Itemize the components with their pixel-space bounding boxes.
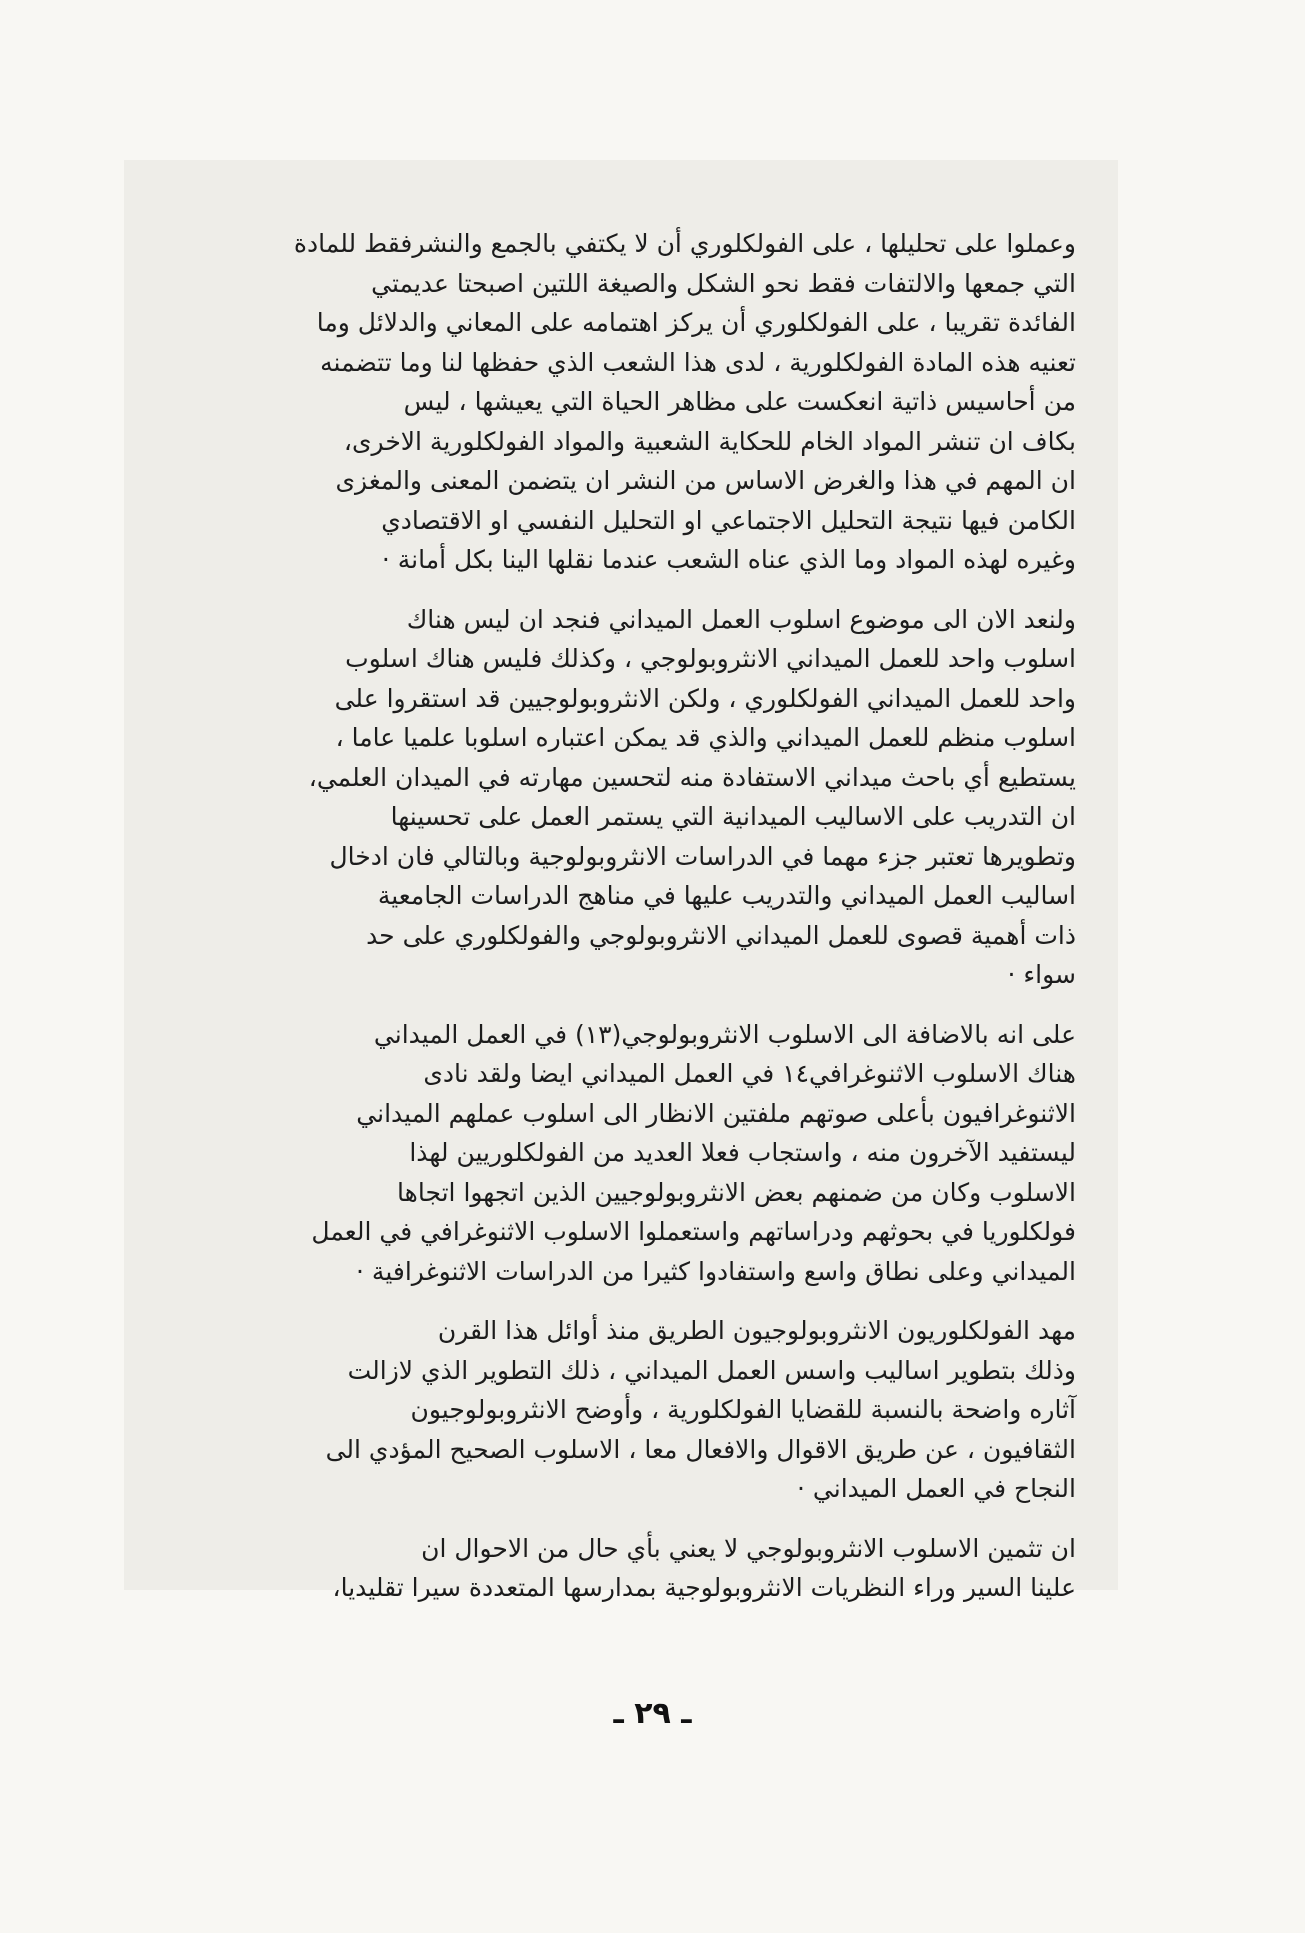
paragraph: وعملوا على تحليلها ، على الفولكلوري أن لا يكتفي بالجمع والنشرفقط للمادة التي جمعها والالتفات فقط نحو الشكل والصيغة اللتين اصبحتا عديمتي الفائدة تقريبا ، على الفولكلوري أن يركز اهتمامه على المعاني والدلائل وما تعنيه هذه المادة الفولكلورية ، لدى هذا الشعب الذي حفظها لنا وما تتضمنه من أحاسيس ذاتية انعكست على مظاهر الحياة التي يعيشها ، ليس بكاف ان تنشر المواد الخام للحكاية الشعبية والمواد الفولكلورية الاخرى، ان المهم في هذا والغرض الاساس من النشر ان يتضمن المعنى والمغزى الكامن فيها نتيجة التحليل الاجتماعي او التحليل النفسي او الاقتصادي وغيره لهذه المواد وما الذي عناه الشعب عندما نقلها الينا بكل أمانة · [293, 229, 1076, 574]
body-text [208, 224, 1076, 1608]
paragraph: مهد الفولكلوريون الانثروبولوجيون الطريق منذ أوائل هذا القرن وذلك بتطوير اساليب واسس العمل الميداني ، ذلك التطوير الذي لازالت آثاره واضحة بالنسبة للقضايا الفولكلورية ، وأوضح الانثروبولوجيون الثقافيون ، عن طريق الاقوال والافعال معا ، الاسلوب الصحيح المؤدي الى النجاح في العمل الميداني · [325, 1316, 1076, 1503]
paragraph: ولنعد الان الى موضوع اسلوب العمل الميداني فنجد ان ليس هناك اسلوب واحد للعمل الميداني الانثروبولوجي ، وكذلك فليس هناك اسلوب واحد للعمل الميداني الفولكلوري ، ولكن الانثروبولوجيين قد استقروا على اسلوب منظم للعمل الميداني والذي قد يمكن اعتباره اسلوبا علميا عاما ، يستطيع أي باحث ميداني الاستفادة منه لتحسين مهارته في الميدان العلمي، ان التدريب على الاساليب الميدانية التي يستمر العمل على تحسينها وتطويرها تعتبر جزء مهما في الدراسات الانثروبولوجية وبالتالي فان ادخال اساليب العمل الميداني والتدريب عليها في مناهج الدراسات الجامعية ذات أهمية قصوى للعمل الميداني الانثروبولوجي والفولكلوري على حد سواء · [308, 604, 1076, 989]
paragraph: على انه بالاضافة الى الاسلوب الانثروبولوجي(١٣) في العمل الميداني هناك الاسلوب الاثنوغرافي١٤ في العمل الميداني ايضا ولقد نادى الاثنوغرافيون بأعلى صوتهم ملفتين الانظار الى اسلوب عملهم الميداني ليستفيد الآخرون منه ، واستجاب فعلا العديد من الفولكلوريين لهذا الاسلوب وكان من ضمنهم بعض الانثروبولوجيين الذين اتجهوا اتجاها فولكلوريا في بحوثهم ودراساتهم واستعملوا الاسلوب الاثنوغرافي في العمل الميداني وعلى نطاق واسع واستفادوا كثيرا من الدراسات الاثنوغرافية · [311, 1019, 1076, 1286]
paragraph: ان تثمين الاسلوب الانثروبولوجي لا يعني بأي حال من الاحوال ان علينا السير وراء النظريات الانثروبولوجية بمدارسها المتعددة سيرا تقليديا، [332, 1533, 1076, 1602]
page-number: ـ ٢٩ ـ [613, 1696, 692, 1731]
